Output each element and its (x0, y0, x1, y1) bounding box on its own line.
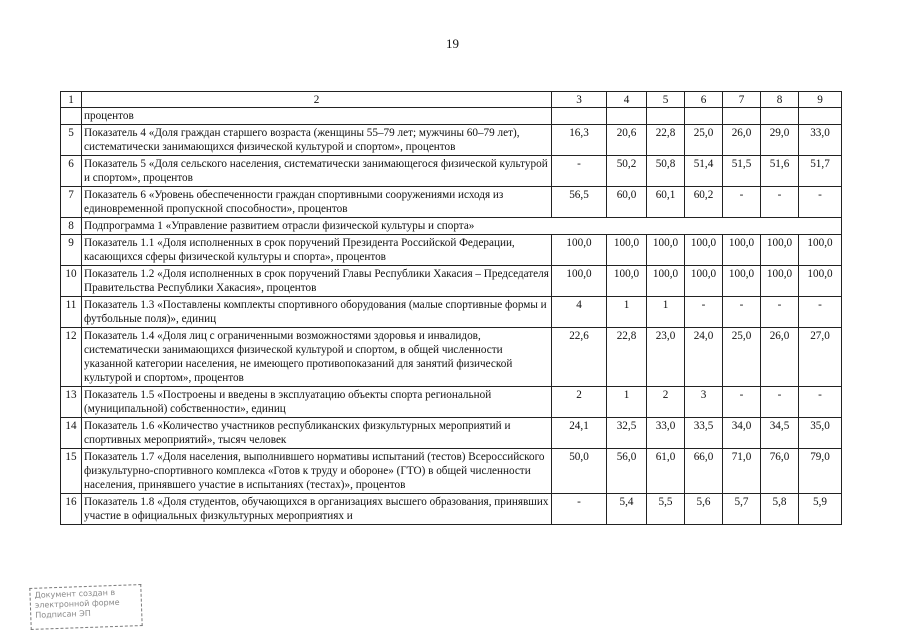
row-description: Показатель 1.8 «Доля студентов, обучающихся в организациях высшего образования, принявших участие в официальных физкультурных мероприятиях и (82, 494, 552, 525)
row-value-col-3: 2 (552, 387, 607, 418)
column-header-7: 7 (723, 92, 761, 108)
row-value-col-4: 1 (607, 387, 647, 418)
continuation-text: процентов (82, 108, 552, 125)
row-value-col-4: 20,6 (607, 125, 647, 156)
row-value-col-5: 100,0 (647, 235, 685, 266)
row-description: Показатель 1.2 «Доля исполненных в срок поручений Главы Республики Хакасия – Председателя Правительства Республики Хакасия», процентов (82, 266, 552, 297)
row-number: 10 (61, 266, 82, 297)
row-number: 12 (61, 328, 82, 387)
table-row (61, 418, 842, 449)
row-value-col-6: 51,4 (685, 156, 723, 187)
row-value-col-7: - (723, 187, 761, 218)
row-value-col-9: 51,7 (799, 156, 842, 187)
row-value-col-3: 56,5 (552, 187, 607, 218)
row-value-col-8: 51,6 (761, 156, 799, 187)
row-value-col-4: 60,0 (607, 187, 647, 218)
row-value-col-9: 27,0 (799, 328, 842, 387)
row-value-col-5: 23,0 (647, 328, 685, 387)
row-value-col-8: - (761, 387, 799, 418)
row-value-col-6: 66,0 (685, 449, 723, 494)
row-value-col-3: - (552, 494, 607, 525)
table-row (61, 187, 842, 218)
row-value-col-4: 5,4 (607, 494, 647, 525)
row-value-col-6: 100,0 (685, 266, 723, 297)
table-row (61, 387, 842, 418)
row-description: Показатель 4 «Доля граждан старшего возраста (женщины 55–79 лет; мужчины 60–79 лет), систематически занимающихся физической культурой и спортом», процентов (82, 125, 552, 156)
row-value-col-8: 34,5 (761, 418, 799, 449)
row-description: Показатель 1.7 «Доля населения, выполнившего нормативы испытаний (тестов) Всероссийского физкультурно-спортивного комплекса «Готов к труду и обороне» (ГТО) в общей численности населения, принявшего участие в испытаниях (тестах)», процентов (82, 449, 552, 494)
column-header-5: 5 (647, 92, 685, 108)
table-row (61, 235, 842, 266)
row-value-col-3: - (552, 156, 607, 187)
row-value-col-9: 100,0 (799, 266, 842, 297)
document-stamp (29, 584, 142, 630)
table-row (61, 156, 842, 187)
table-header-row (61, 92, 842, 108)
row-value-col-6: 24,0 (685, 328, 723, 387)
column-header-6: 6 (685, 92, 723, 108)
row-value-col-8: 26,0 (761, 328, 799, 387)
stamp-line: Документ создан в (34, 587, 116, 600)
stamp-line: электронной форме (34, 597, 120, 610)
row-value-col-7: - (723, 387, 761, 418)
row-value-col-6: 100,0 (685, 235, 723, 266)
row-value-col-9: 100,0 (799, 235, 842, 266)
row-number: 5 (61, 125, 82, 156)
row-value-col-4: 100,0 (607, 235, 647, 266)
page-number: 19 (446, 36, 459, 51)
row-value-col-7: 51,5 (723, 156, 761, 187)
row-value-col-5: 33,0 (647, 418, 685, 449)
row-value-col-6: - (685, 297, 723, 328)
row-value-col-7: 26,0 (723, 125, 761, 156)
row-value-col-5: 22,8 (647, 125, 685, 156)
row-value-col-6: 3 (685, 387, 723, 418)
row-value-col-9: - (799, 187, 842, 218)
row-value-col-6: 60,2 (685, 187, 723, 218)
row-value-col-8: 100,0 (761, 235, 799, 266)
row-value-col-8: 76,0 (761, 449, 799, 494)
row-number: 11 (61, 297, 82, 328)
row-value-col-9: 5,9 (799, 494, 842, 525)
row-value-col-5: 61,0 (647, 449, 685, 494)
row-value-col-3: 100,0 (552, 266, 607, 297)
row-value-col-5: 5,5 (647, 494, 685, 525)
row-value-col-5: 2 (647, 387, 685, 418)
row-number: 7 (61, 187, 82, 218)
row-value-col-5: 1 (647, 297, 685, 328)
column-header-2: 2 (82, 92, 552, 108)
row-description: Показатель 1.5 «Построены и введены в эксплуатацию объекты спорта региональной (муниципальной) собственности», единиц (82, 387, 552, 418)
row-value-col-6: 33,5 (685, 418, 723, 449)
row-value-col-3: 16,3 (552, 125, 607, 156)
row-value-col-6: 25,0 (685, 125, 723, 156)
row-value-col-8: - (761, 297, 799, 328)
row-description: Показатель 1.6 «Количество участников республиканских физкультурных мероприятий и спортивных мероприятий», тысяч человек (82, 418, 552, 449)
column-header-4: 4 (607, 92, 647, 108)
row-number: 16 (61, 494, 82, 525)
continuation-row (61, 108, 842, 125)
row-value-col-8: 5,8 (761, 494, 799, 525)
column-header-1: 1 (61, 92, 82, 108)
row-value-col-9: - (799, 297, 842, 328)
row-number: 6 (61, 156, 82, 187)
table-row (61, 328, 842, 387)
row-description: Показатель 1.3 «Поставлены комплекты спортивного оборудования (малые спортивные формы и футбольные поля)», единиц (82, 297, 552, 328)
row-value-col-6: 5,6 (685, 494, 723, 525)
row-description: Подпрограмма 1 «Управление развитием отрасли физической культуры и спорта» (82, 218, 842, 235)
row-value-col-7: 100,0 (723, 235, 761, 266)
row-description: Показатель 1.1 «Доля исполненных в срок поручений Президента Российской Федерации, касающихся сферы физической культуры и спорта», процентов (82, 235, 552, 266)
row-value-col-4: 1 (607, 297, 647, 328)
row-value-col-3: 22,6 (552, 328, 607, 387)
indicators-table (60, 91, 842, 525)
row-value-col-3: 24,1 (552, 418, 607, 449)
row-value-col-4: 22,8 (607, 328, 647, 387)
row-value-col-5: 100,0 (647, 266, 685, 297)
row-value-col-9: 33,0 (799, 125, 842, 156)
row-value-col-9: - (799, 387, 842, 418)
row-description: Показатель 6 «Уровень обеспеченности граждан спортивными сооружениями исходя из единовременной пропускной способности», процентов (82, 187, 552, 218)
row-value-col-8: 100,0 (761, 266, 799, 297)
column-header-3: 3 (552, 92, 607, 108)
row-description: Показатель 1.4 «Доля лиц с ограниченными возможностями здоровья и инвалидов, систематически занимающихся физической культурой и спортом, в общей численности указанной категории населения, не имеющего противопоказаний для занятий физической культурой и спортом», процентов (82, 328, 552, 387)
row-value-col-5: 50,8 (647, 156, 685, 187)
column-header-8: 8 (761, 92, 799, 108)
row-value-col-7: 34,0 (723, 418, 761, 449)
row-value-col-7: 25,0 (723, 328, 761, 387)
row-value-col-4: 100,0 (607, 266, 647, 297)
row-value-col-3: 4 (552, 297, 607, 328)
row-value-col-4: 32,5 (607, 418, 647, 449)
row-value-col-9: 35,0 (799, 418, 842, 449)
row-value-col-9: 79,0 (799, 449, 842, 494)
stamp-line: Подписан ЭП (35, 608, 91, 620)
row-value-col-7: 5,7 (723, 494, 761, 525)
row-description: Показатель 5 «Доля сельского населения, систематически занимающегося физической культурой и спортом», процентов (82, 156, 552, 187)
row-value-col-3: 50,0 (552, 449, 607, 494)
table-row (61, 125, 842, 156)
row-value-col-5: 60,1 (647, 187, 685, 218)
row-value-col-8: - (761, 187, 799, 218)
table-row (61, 297, 842, 328)
table-row (61, 449, 842, 494)
row-value-col-7: 71,0 (723, 449, 761, 494)
table-row (61, 218, 842, 235)
row-value-col-4: 56,0 (607, 449, 647, 494)
row-value-col-4: 50,2 (607, 156, 647, 187)
row-number: 9 (61, 235, 82, 266)
table-row (61, 266, 842, 297)
row-value-col-8: 29,0 (761, 125, 799, 156)
row-value-col-7: - (723, 297, 761, 328)
row-number: 14 (61, 418, 82, 449)
table-row (61, 494, 842, 525)
row-number: 8 (61, 218, 82, 235)
row-value-col-3: 100,0 (552, 235, 607, 266)
row-number: 13 (61, 387, 82, 418)
column-header-9: 9 (799, 92, 842, 108)
row-number: 15 (61, 449, 82, 494)
row-value-col-7: 100,0 (723, 266, 761, 297)
